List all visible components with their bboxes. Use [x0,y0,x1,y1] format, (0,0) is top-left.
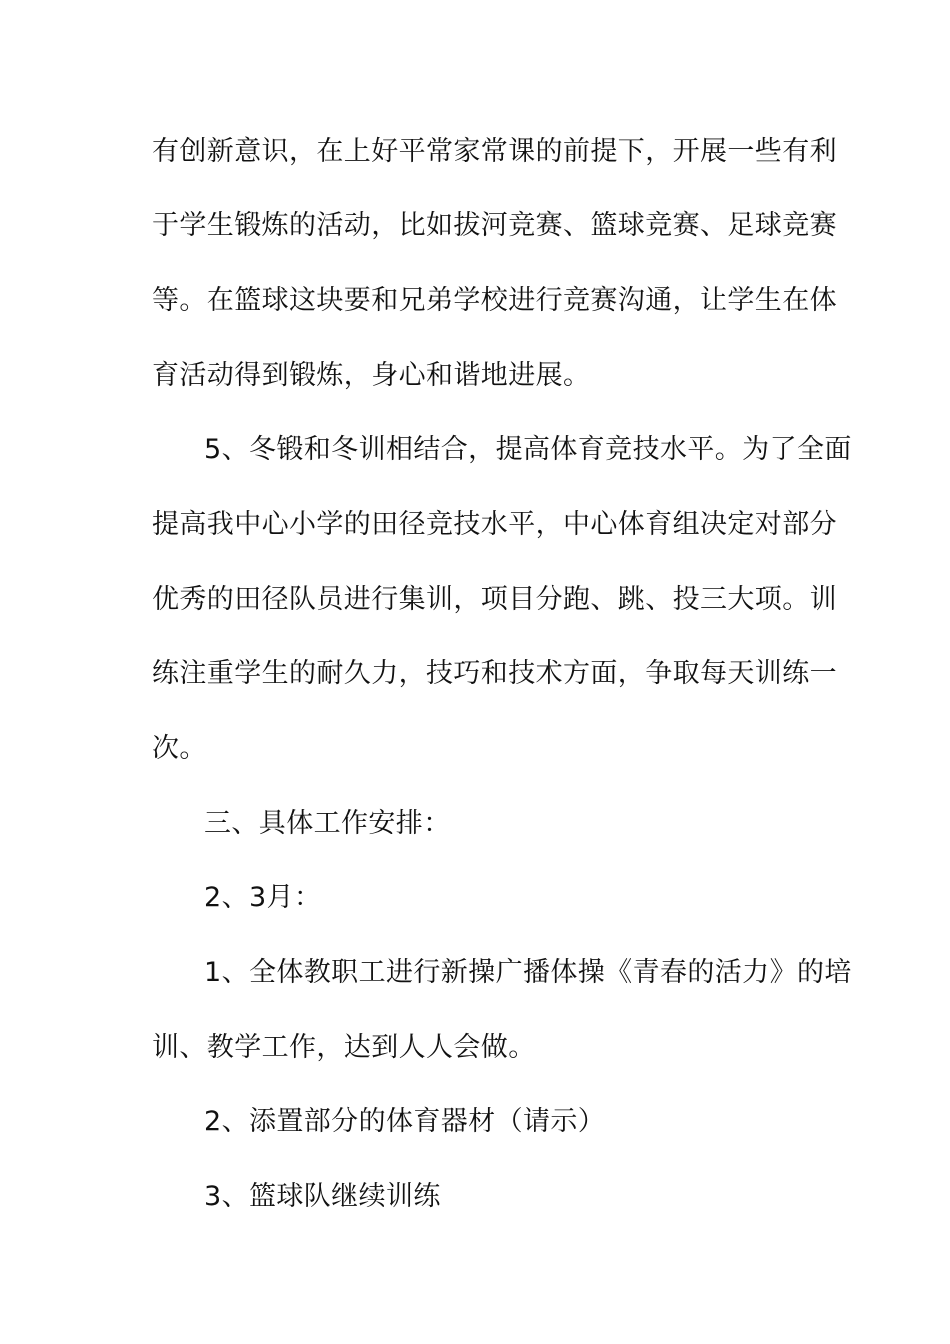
paragraph-line: 次。 [152,733,207,764]
paragraph-line: 等。在篮球这块要和兄弟学校进行竞赛沟通，让学生在体 [152,285,837,316]
subsection-heading: 2、3月： [204,882,322,913]
list-item: 3、篮球队继续训练 [204,1181,441,1212]
list-item: 1、全体教职工进行新操广播体操《青春的活力》的培 [204,957,852,988]
paragraph-line: 育活动得到锻炼，身心和谐地进展。 [152,360,591,391]
paragraph-line: 优秀的田径队员进行集训，项目分跑、跳、投三大项。训 [152,584,837,615]
paragraph-line: 提高我中心小学的田径竞技水平，中心体育组决定对部分 [152,509,837,540]
paragraph-line: 有创新意识，在上好平常家常课的前提下，开展一些有利 [152,136,837,167]
paragraph-line: 训、教学工作，达到人人会做。 [152,1032,536,1063]
paragraph-line: 练注重学生的耐久力，技巧和技术方面，争取每天训练一 [152,658,837,689]
section-heading: 三、具体工作安排： [204,808,451,839]
paragraph-line: 5、冬锻和冬训相结合，提高体育竞技水平。为了全面 [204,434,852,465]
paragraph-line: 于学生锻炼的活动，比如拔河竞赛、篮球竞赛、足球竞赛 [152,210,837,241]
list-item: 2、添置部分的体育器材（请示） [204,1106,606,1137]
